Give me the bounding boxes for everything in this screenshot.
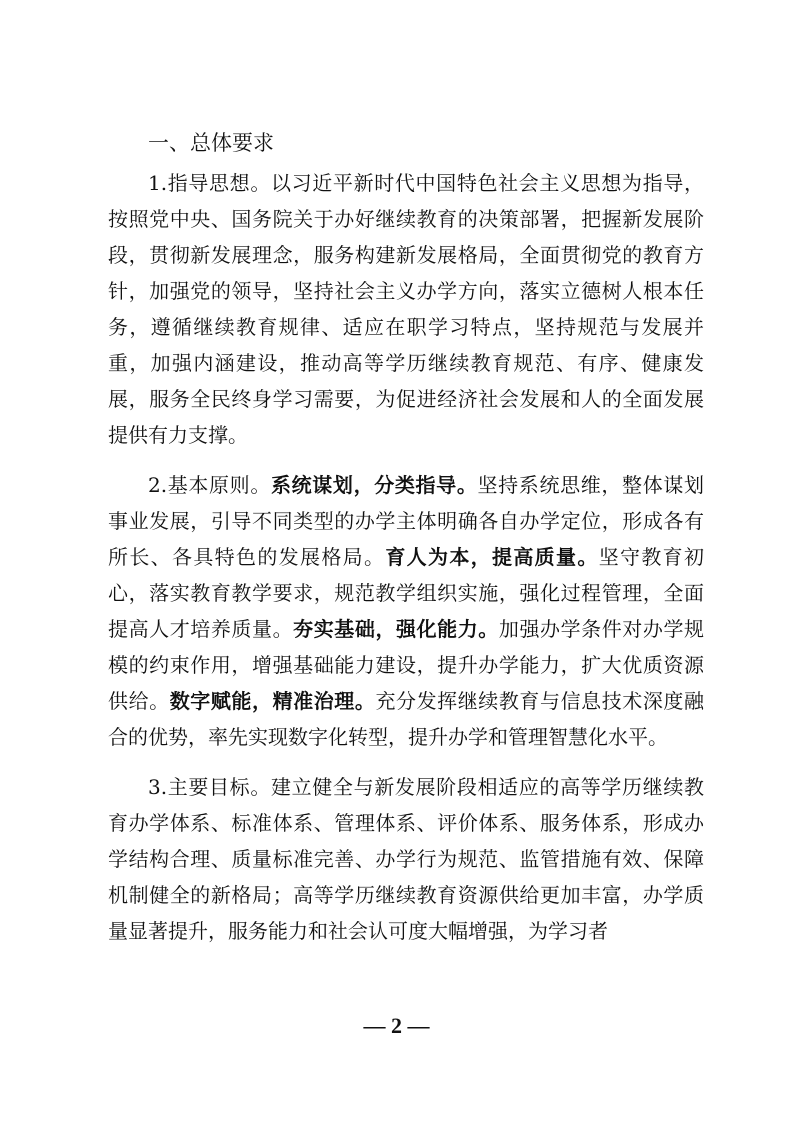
paragraph-lead: 2.基本原则。 [148,473,271,497]
principle-text: 充分发挥继续教育与信息技术深度融合的优势，率先实现数字化转型，提升办学和管理智慧化水平。 [108,689,705,749]
principle-text: 加强办学条件对办学规模的约束作用，增强基础能力建设，提升办学能力，扩大优质资源供给。 [108,617,705,713]
paragraph-guiding-ideology [108,165,704,453]
principle-heading: 数字赋能，精准治理。 [169,689,376,713]
paragraph-lead: 3.主要目标。 [148,775,271,799]
principle-heading: 夯实基础，强化能力。 [293,617,499,641]
principle-heading: 育人为本，提高质量。 [385,545,599,569]
principle-heading: 系统谋划，分类指导。 [270,473,478,497]
principle-text: 坚持系统思维，整体谋划事业发展，引导不同类型的办学主体明确各自办学定位，形成各有所长、各具特色的发展格局。 [108,473,705,569]
paragraph-text: 以习近平新时代中国特色社会主义思想为指导，按照党中央、国务院关于办好继续教育的决策部署，把握新发展阶段，贯彻新发展理念，服务构建新发展格局，全面贯彻党的教育方针，加强党的领导，坚持社会主义办学方向，落实立德树人根本任务，遵循继续教育规律、适应在职学习特点，坚持规范与发展并重，加强内涵建设，推动高等学历继续教育规范、有序、健康发展，服务全民终身学习需要，为促进经济社会发展和人的全面发展提供有力支撑。 [108,171,704,447]
principle-text: 坚守教育初心，落实教育教学要求，规范教学组织实施，强化过程管理，全面提高人才培养质量。 [108,545,705,641]
paragraph-text: 建立健全与新发展阶段相适应的高等学历继续教育办学体系、标准体系、管理体系、评价体系、服务体系，形成办学结构合理、质量标准完善、办学行为规范、监管措施有效、保障机制健全的新格局；高等学历继续教育资源供给更加丰富，办学质量显著提升，服务能力和社会认可度大幅增强，为学习者 [108,775,704,943]
paragraph-lead: 1.指导思想。 [148,171,271,195]
body-text [108,165,704,963]
page-number: — 2 — [363,1013,430,1038]
paragraph-main-goals [108,769,704,949]
paragraph-basic-principles [108,467,704,755]
section-heading: 一、总体要求 [148,131,274,155]
